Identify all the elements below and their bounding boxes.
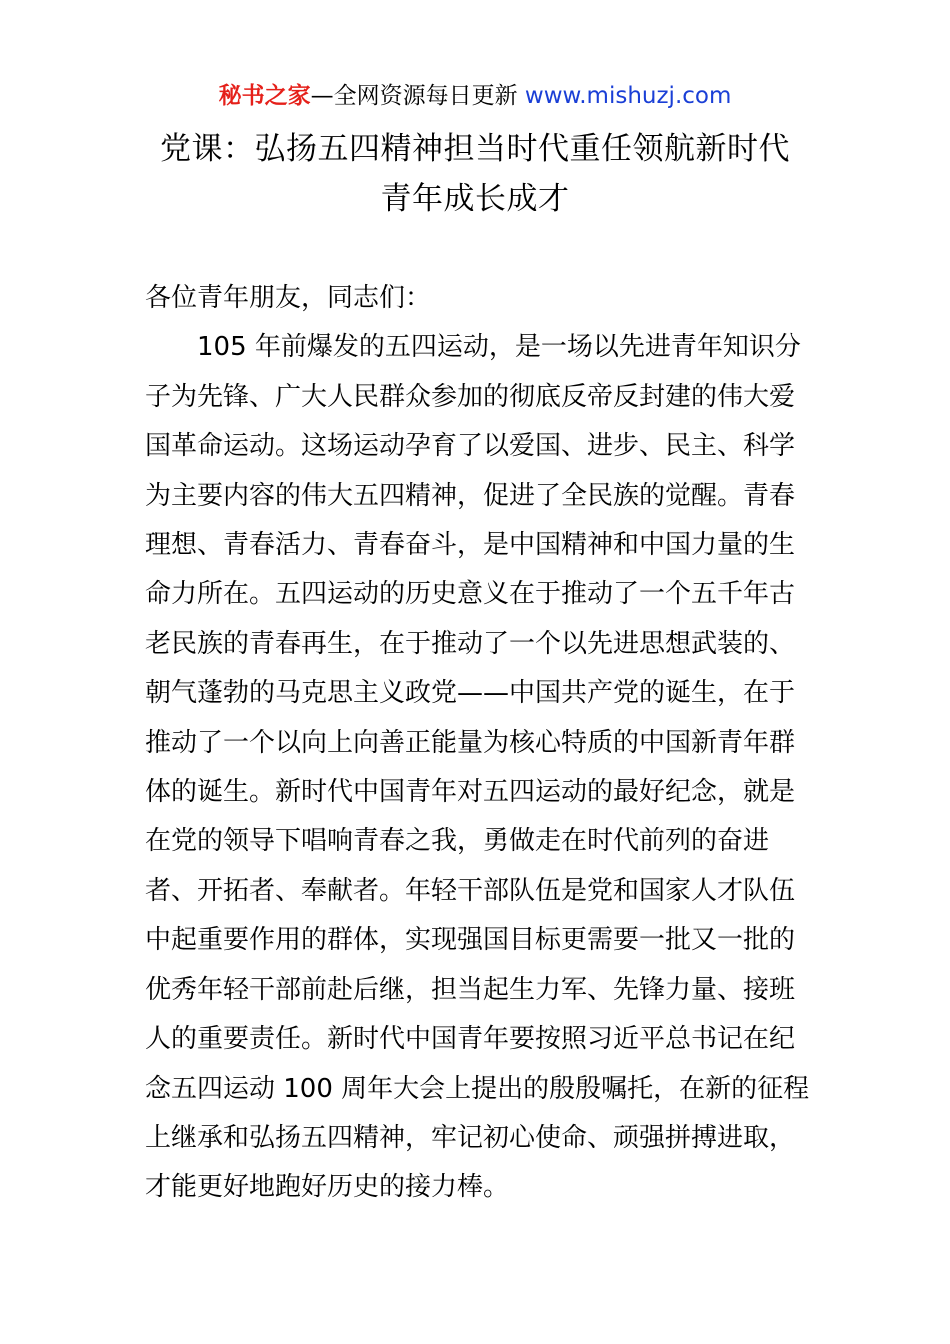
paragraph-line: 上继承和弘扬五四精神，牢记初心使命、顽强拼搏进取， <box>145 1122 796 1153</box>
paragraph-line: 105 年前爆发的五四运动，是一场以先进青年知识分 <box>197 332 801 363</box>
paragraph-line: 在党的领导下唱响青春之我，勇做走在时代前列的奋进 <box>145 826 770 857</box>
paragraph-line: 中起重要作用的群体，实现强国目标更需要一批又一批的 <box>145 925 796 956</box>
paragraph-line: 才能更好地跑好历史的接力棒。 <box>145 1172 510 1203</box>
paragraph-line: 体的诞生。新时代中国青年对五四运动的最好纪念，就是 <box>145 777 796 808</box>
paragraph-line: 理想、青春活力、青春奋斗，是中国精神和中国力量的生 <box>145 530 796 561</box>
site-header <box>0 80 950 112</box>
paragraph-line: 者、开拓者、奉献者。年轻干部队伍是党和国家人才队伍 <box>145 875 796 906</box>
document-title <box>145 124 805 224</box>
paragraph-line: 国革命运动。这场运动孕育了以爱国、进步、民主、科学 <box>145 431 796 462</box>
body-paragraph <box>145 323 810 1212</box>
paragraph-line: 推动了一个以向上向善正能量为核心特质的中国新青年群 <box>145 727 796 758</box>
paragraph-line: 朝气蓬勃的马克思主义政党——中国共产党的诞生，在于 <box>145 678 796 709</box>
paragraph-line: 优秀年轻干部前赴后继，担当起生力军、先锋力量、接班 <box>145 974 796 1005</box>
document-body <box>145 274 810 1213</box>
brand-name: 秘书之家 <box>218 83 311 109</box>
paragraph-line: 老民族的青春再生，在于推动了一个以先进思想武装的、 <box>145 628 796 659</box>
site-url-link[interactable]: www.mishuzj.com <box>524 83 732 109</box>
paragraph-line: 念五四运动 100 周年大会上提出的殷殷嘱托，在新的征程 <box>145 1073 810 1104</box>
title-line-2: 青年成长成才 <box>380 181 570 217</box>
paragraph-line: 为主要内容的伟大五四精神，促进了全民族的觉醒。青春 <box>145 480 796 511</box>
salutation: 各位青年朋友，同志们： <box>145 283 432 313</box>
header-tagline: —全网资源每日更新 <box>310 83 525 109</box>
title-line-1: 党课：弘扬五四精神担当时代重任领航新时代 <box>160 131 790 167</box>
paragraph-line: 命力所在。五四运动的历史意义在于推动了一个五千年古 <box>145 579 796 610</box>
paragraph-line: 人的重要责任。新时代中国青年要按照习近平总书记在纪 <box>145 1024 796 1055</box>
paragraph-line: 子为先锋、广大人民群众参加的彻底反帝反封建的伟大爱 <box>145 381 796 412</box>
